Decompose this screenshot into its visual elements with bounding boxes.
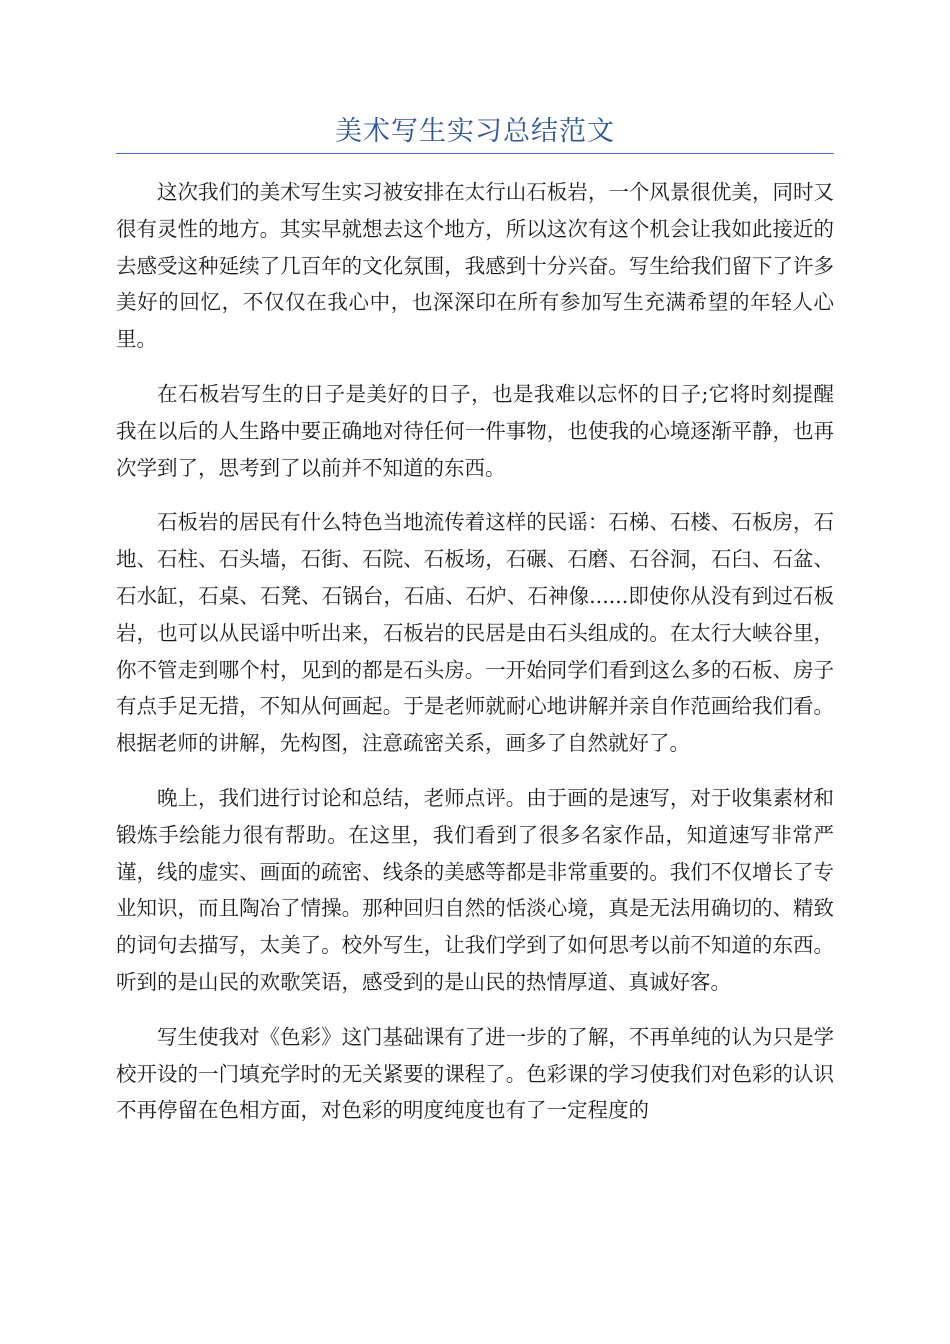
paragraph-4: 晚上，我们进行讨论和总结，老师点评。由于画的是速写，对于收集素材和锻炼手绘能力很有帮助。在这里，我们看到了很多名家作品，知道速写非常严谨，线的虚实、画面的疏密、线条的美感等都是非常重要的。我们不仅增长了专业知识，而且陶冶了情操。那种回归自然的恬淡心境，真是无法用确切的、精致的词句去描写，太美了。校外写生，让我们学到了如何思考以前不知道的东西。听到的是山民的欢歌笑语，感受到的是山民的热情厚道、真诚好客。 xyxy=(116,785,834,994)
document-body xyxy=(116,174,834,1147)
title-underline xyxy=(116,153,834,154)
paragraph-5: 写生使我对《色彩》这门基础课有了进一步的了解，不再单纯的认为只是学校开设的一门填充学时的无关紧要的课程了。色彩课的学习使我们对色彩的认识不再停留在色相方面，对色彩的明度纯度也有了一定程度的 xyxy=(116,1024,834,1123)
paragraph-2: 在石板岩写生的日子是美好的日子，也是我难以忘怀的日子;它将时刻提醒我在以后的人生路中要正确地对待任何一件事物，也使我的心境逐渐平静，也再次学到了，思考到了以前并不知道的东西。 xyxy=(116,381,834,480)
paragraph-1: 这次我们的美术写生实习被安排在太行山石板岩，一个风景很优美，同时又很有灵性的地方。其实早就想去这个地方，所以这次有这个机会让我如此接近的去感受这种延续了几百年的文化氛围，我感到十分兴奋。写生给我们留下了许多美好的回忆，不仅仅在我心中，也深深印在所有参加写生充满希望的年轻人心里。 xyxy=(116,180,834,352)
document-title: 美术写生实习总结范文 xyxy=(335,116,615,147)
paragraph-3: 石板岩的居民有什么特色当地流传着这样的民谣：石梯、石楼、石板房，石地、石柱、石头墙，石街、石院、石板场，石碾、石磨、石谷洞，石臼、石盆、石水缸，石桌、石凳、石锅台，石庙、石炉、石神像......即使你从没有到过石板岩，也可以从民谣中听出来，石板岩的民居是由石头组成的。在太行大峡谷里，你不管走到哪个村，见到的都是石头房。一开始同学们看到这么多的石板、房子有点手足无措，不知从何画起。于是老师就耐心地讲解并亲自作范画给我们看。根据老师的讲解，先构图，注意疏密关系，画多了自然就好了。 xyxy=(116,510,834,756)
